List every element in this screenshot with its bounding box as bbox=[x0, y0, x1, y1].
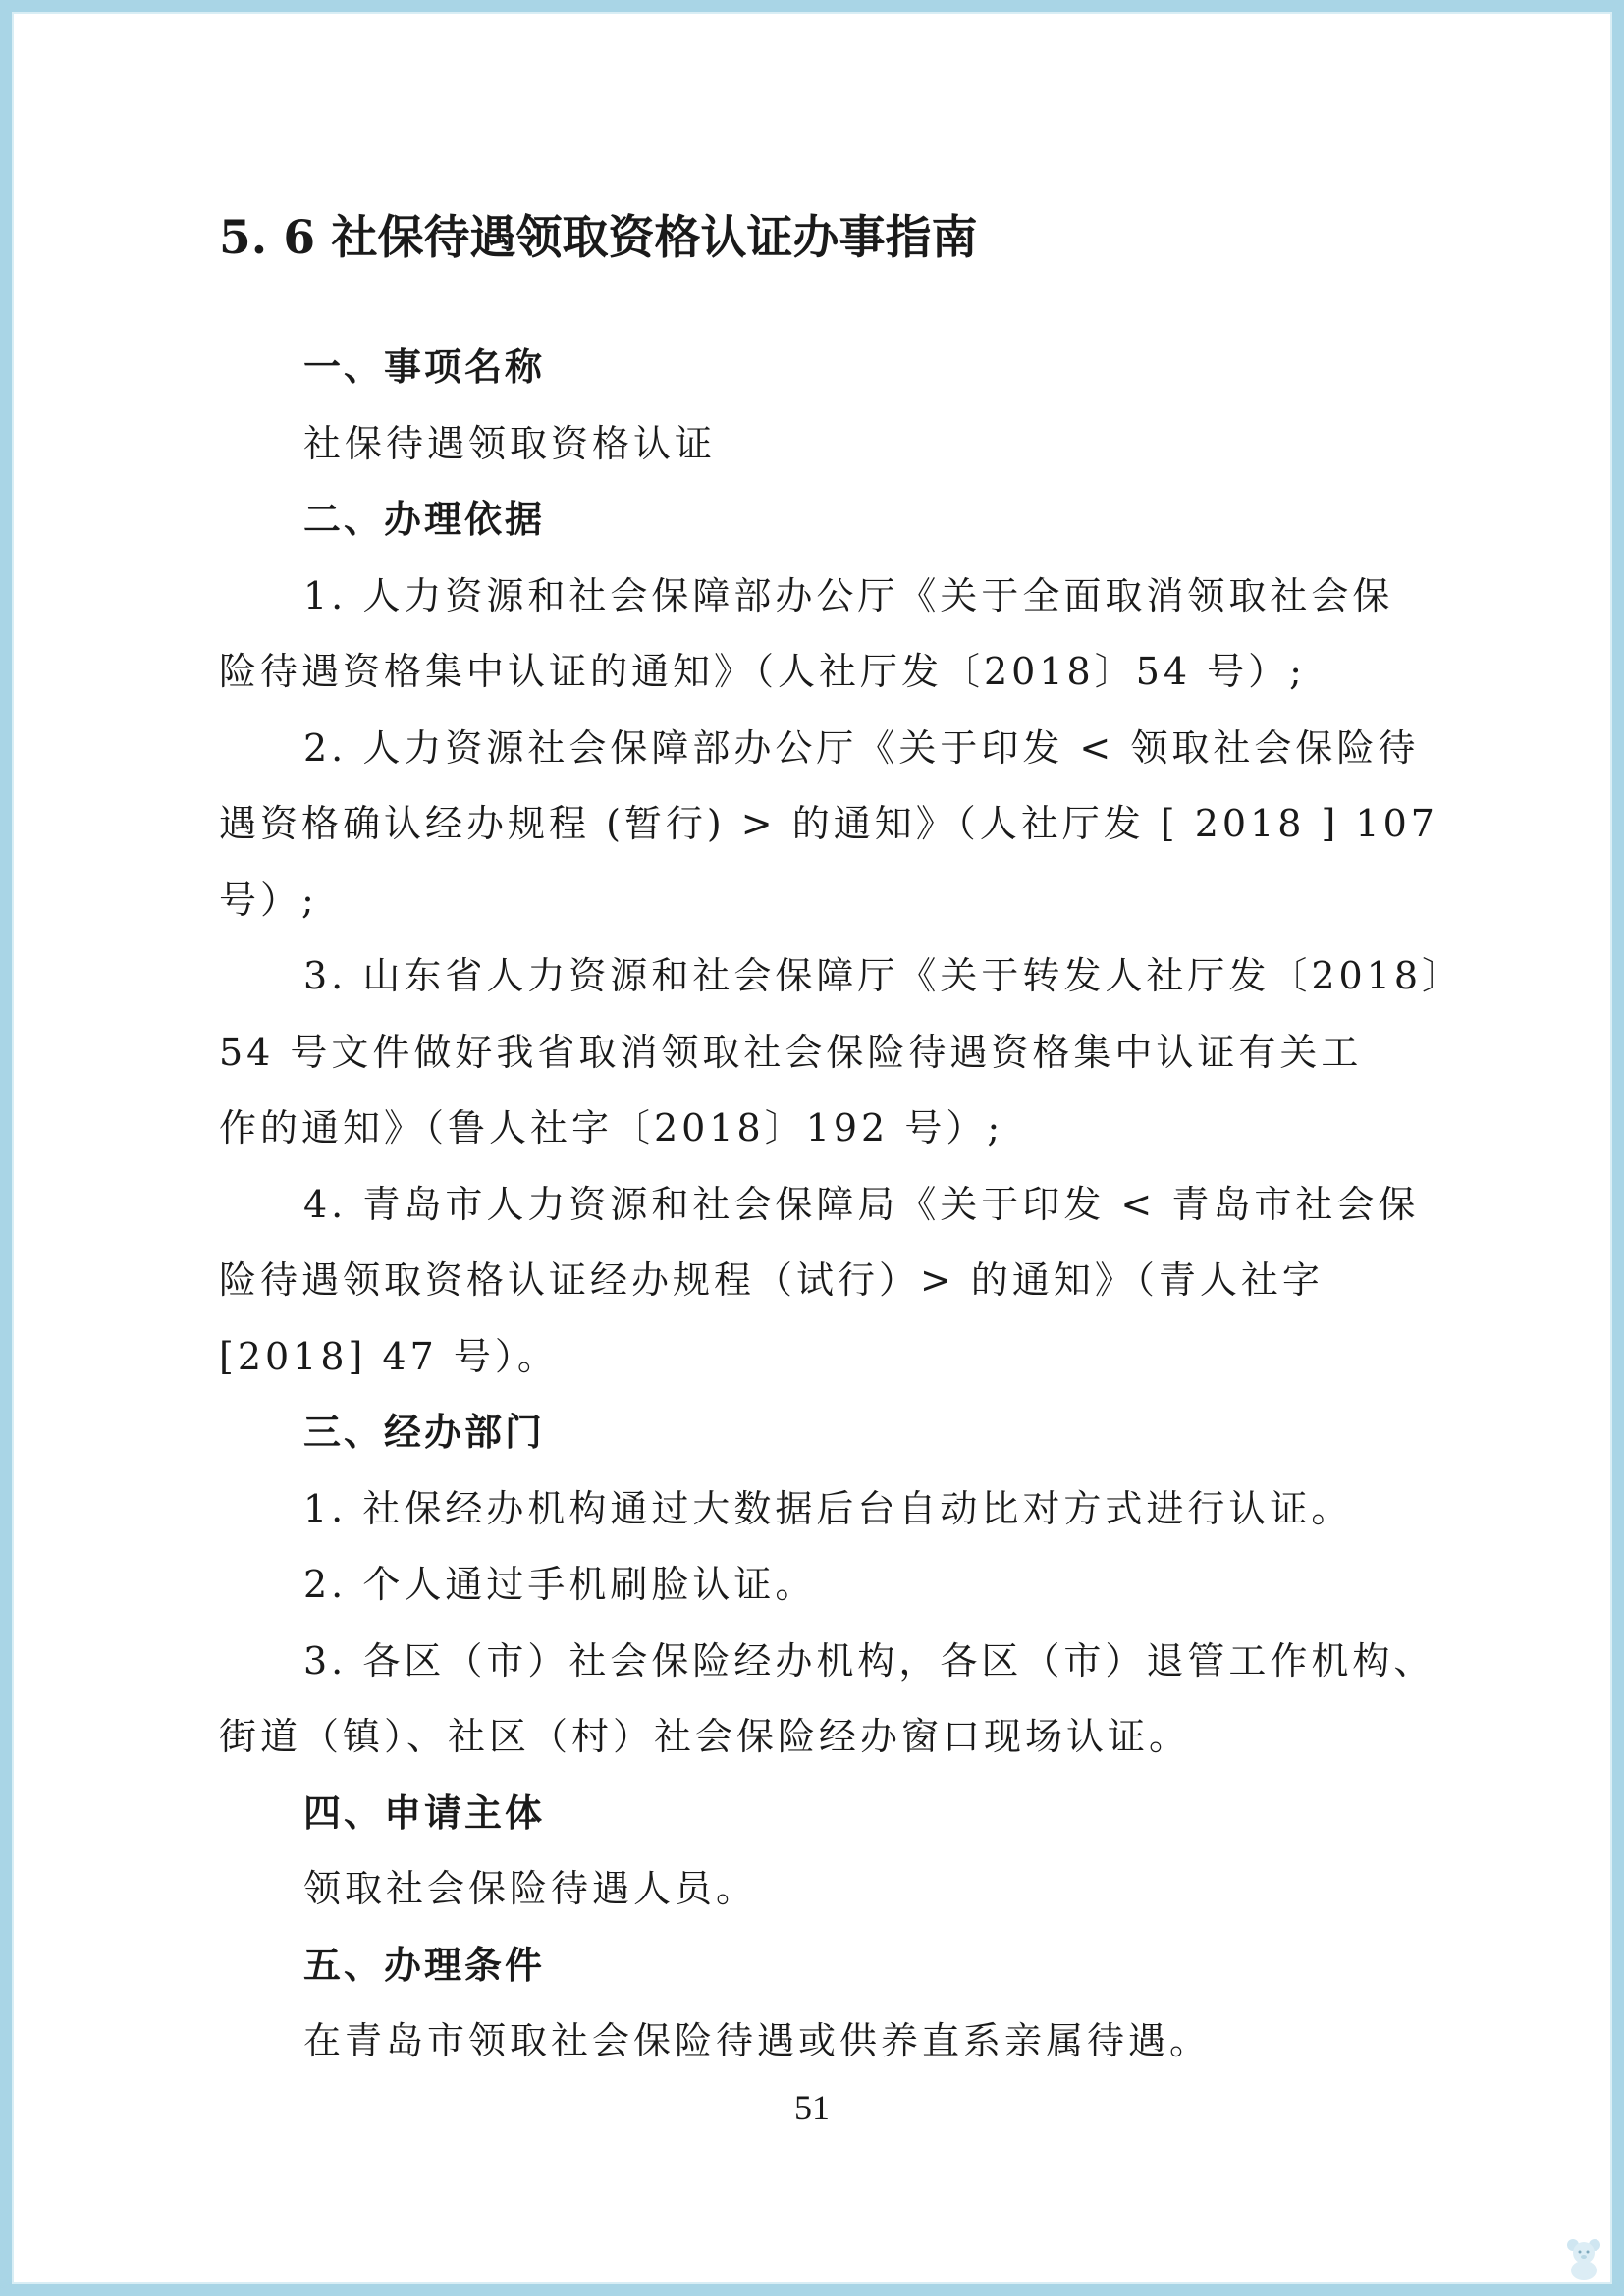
paragraph-line: 1. 人力资源和社会保障部办公厅《关于全面取消领取社会保 bbox=[303, 573, 1394, 617]
paragraph-line: [2018] 47 号）。 bbox=[219, 1334, 559, 1378]
section-department bbox=[219, 1395, 1435, 1776]
page-number: 51 bbox=[794, 2088, 830, 2127]
teddy-bear-icon bbox=[1561, 2235, 1606, 2280]
section-conditions bbox=[219, 1928, 1427, 2080]
paragraph-line: 号）; bbox=[219, 878, 318, 922]
paragraph-line: 4. 青岛市人力资源和社会保障局《关于印发 < 青岛市社会保 bbox=[303, 1182, 1420, 1226]
document-body bbox=[219, 201, 1464, 2080]
section-basis bbox=[219, 482, 1464, 1395]
paragraph-line: 2. 人力资源社会保障部办公厅《关于印发 < 领取社会保险待 bbox=[303, 725, 1420, 770]
paragraph-line: 在青岛市领取社会保险待遇或供养直系亲属待遇。 bbox=[303, 2019, 1212, 2062]
paragraph-line: 街道（镇）、社区（村）社会保险经办窗口现场认证。 bbox=[219, 1715, 1191, 1758]
section-item-name bbox=[219, 330, 1427, 482]
paragraph-line: 1. 社保经办机构通过大数据后台自动比对方式进行认证。 bbox=[303, 1486, 1353, 1530]
section-heading: 二、办理依据 bbox=[303, 498, 546, 541]
section-heading: 四、申请主体 bbox=[303, 1790, 546, 1835]
document-title: 5. 6 社保待遇领取资格认证办事指南 bbox=[219, 211, 978, 265]
section-applicant bbox=[219, 1776, 1427, 1928]
paragraph-line: 54 号文件做好我省取消领取社会保险待遇资格集中认证有关工 bbox=[219, 1030, 1363, 1074]
paragraph-line: 领取社会保险待遇人员。 bbox=[303, 1867, 758, 1910]
section-heading: 五、办理条件 bbox=[303, 1943, 546, 1987]
paragraph-line: 作的通知》（鲁人社字〔2018〕192 号）; bbox=[219, 1106, 1004, 1149]
paragraph-line: 3. 山东省人力资源和社会保障厅《关于转发人社厅发〔2018〕 bbox=[303, 954, 1464, 997]
paragraph-line: 遇资格确认经办规程 (暂行) > 的通知》（人社厅发 [ 2018 ] 107 bbox=[219, 802, 1438, 845]
paragraph-line: 2. 个人通过手机刷脸认证。 bbox=[303, 1563, 817, 1606]
paragraph-line: 社保待遇领取资格认证 bbox=[303, 421, 717, 465]
section-heading: 一、事项名称 bbox=[303, 346, 546, 389]
section-heading: 三、经办部门 bbox=[303, 1411, 546, 1454]
paragraph-line: 3. 各区（市）社会保险经办机构，各区（市）退管工作机构、 bbox=[303, 1638, 1435, 1682]
paragraph-line: 险待遇资格集中认证的通知》（人社厅发〔2018〕54 号）; bbox=[219, 650, 1306, 693]
paragraph-line: 险待遇领取资格认证经办规程（试行）> 的通知》（青人社字 bbox=[219, 1258, 1324, 1302]
